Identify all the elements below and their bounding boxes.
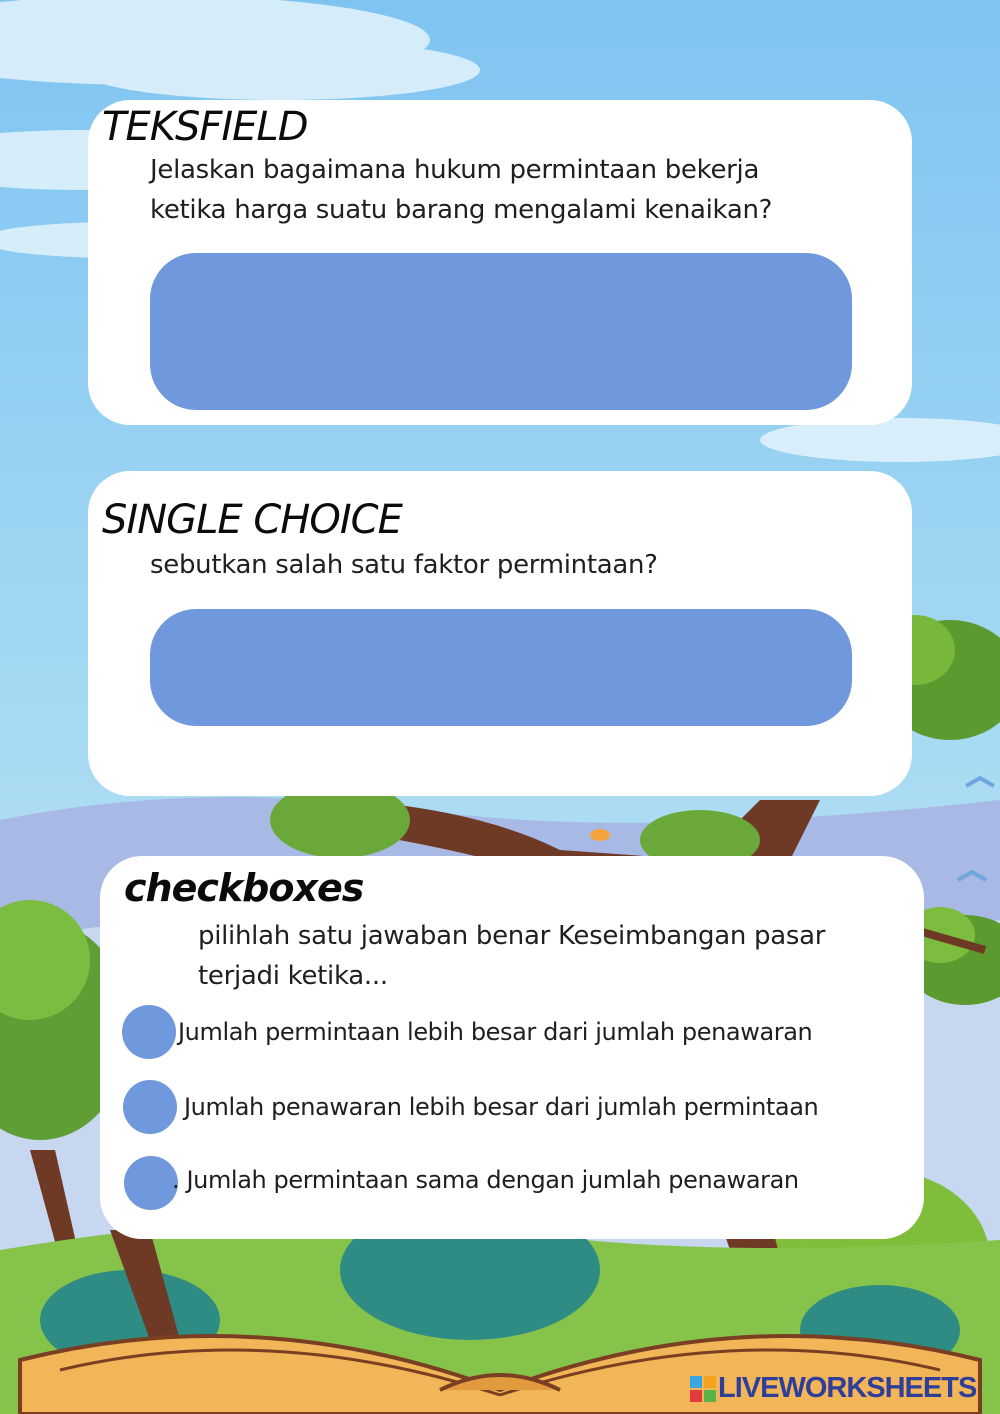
- textfield-title: TEKSFIELD: [102, 104, 308, 150]
- checkboxes-title: checkboxes: [124, 866, 364, 910]
- single-choice-title: SINGLE CHOICE: [102, 497, 402, 543]
- single-choice-answer-dropdown[interactable]: [150, 609, 852, 726]
- checkboxes-question-line1: pilihlah satu jawaban benar Keseimbangan pasar: [198, 921, 826, 951]
- option-label: Jumlah permintaan lebih besar dari jumlah penawaran: [178, 1018, 813, 1046]
- option-1[interactable]: [100, 1005, 900, 1061]
- option-radio[interactable]: [123, 1080, 177, 1134]
- option-radio[interactable]: [124, 1156, 178, 1210]
- liveworksheets-logo-icon: [690, 1376, 716, 1402]
- textfield-card: [88, 100, 912, 425]
- option-radio[interactable]: [122, 1005, 176, 1059]
- single-choice-question: sebutkan salah satu faktor permintaan?: [150, 550, 658, 580]
- option-3[interactable]: [100, 1156, 900, 1212]
- option-2[interactable]: [100, 1080, 900, 1136]
- checkboxes-card: [100, 856, 924, 1239]
- textfield-answer-input[interactable]: [150, 253, 852, 410]
- option-label: . Jumlah permintaan sama dengan jumlah penawaran: [172, 1166, 799, 1194]
- single-choice-card: [88, 471, 912, 796]
- textfield-question-line2: ketika harga suatu barang mengalami kenaikan?: [150, 195, 773, 225]
- option-label: Jumlah penawaran lebih besar dari jumlah permintaan: [184, 1093, 819, 1121]
- textfield-question-line1: Jelaskan bagaimana hukum permintaan bekerja: [150, 155, 760, 185]
- brand-name: LIVEWORKSHEETS: [718, 1372, 977, 1404]
- checkboxes-question-line2: terjadi ketika...: [198, 961, 388, 991]
